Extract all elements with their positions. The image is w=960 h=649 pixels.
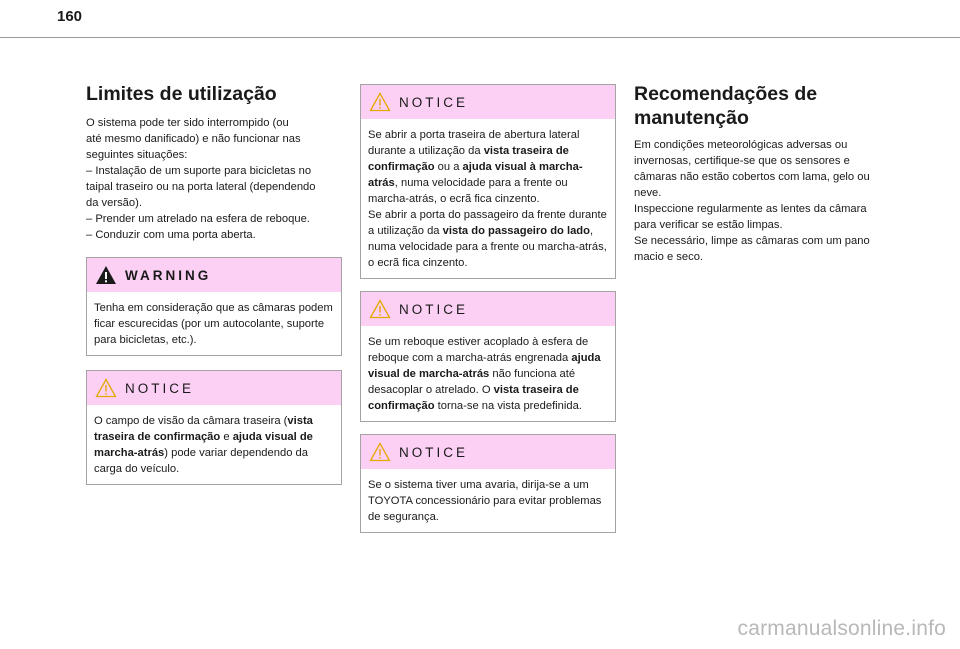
notice-label: NOTICE xyxy=(399,444,469,460)
notice-box-door xyxy=(360,84,616,279)
section-title-maintenance: Recomendações de manutenção xyxy=(634,83,818,129)
notice-triangle-icon xyxy=(369,92,391,112)
notice-text-door: Se abrir a porta traseira de abertura lateral durante a utilização da vista traseira de confirmação ou a ajuda visual à marcha-atrás, numa velocidade para a frente ou marcha-atrás, o ecrã fica cinzento. Se abrir a porta do passageiro da frente durante a utilização da vista do passageiro do lado, numa velocidade para a frente ou marcha-atrás, o ecrã fica cinzento. xyxy=(368,129,607,269)
usage-limits-text: O sistema pode ter sido interrompido (ou até mesmo danificado) e não funcionar nas seguintes situações: – Instalação de um suporte para bicicletas no taipal traseiro ou na porta lateral (dependendo da versão). – Prender um atrelado na esfera de reboque. – Conduzir com uma porta aberta. xyxy=(86,117,316,241)
notice-header xyxy=(361,292,615,326)
column-usage-limits xyxy=(86,82,342,497)
header-divider xyxy=(0,37,960,38)
notice-box-trailer xyxy=(360,291,616,422)
notice-text-malfunction: Se o sistema tiver uma avaria, dirija-se a um TOYOTA concessionário para evitar problemas de segurança. xyxy=(368,479,602,523)
notice-triangle-icon xyxy=(369,442,391,462)
notice-box xyxy=(86,370,342,485)
notice-text: O campo de visão da câmara traseira (vista traseira de confirmação e ajuda visual de marcha-atrás) pode variar dependendo da carga do veículo. xyxy=(94,415,313,475)
warning-triangle-icon xyxy=(95,265,117,285)
notice-text-trailer: Se um reboque estiver acoplado à esfera de reboque com a marcha-atrás engrenada ajuda visual de marcha-atrás não funciona até desacoplar o atrelado. O vista traseira de confirmação torna-se na vista predefinida. xyxy=(368,336,601,412)
maintenance-text: Em condições meteorológicas adversas ou invernosas, certifique-se que os sensores e câmaras não estão cobertos com lama, gelo ou neve. Inspeccione regularmente as lentes da câmara para verificar se estão limpas. Se necessário, limpe as câmaras com um pano macio e seco. xyxy=(634,139,870,263)
warning-label: WARNING xyxy=(125,267,212,283)
column-maintenance xyxy=(634,82,890,265)
notice-header xyxy=(361,85,615,119)
warning-box xyxy=(86,257,342,356)
notice-label: NOTICE xyxy=(399,301,469,317)
warning-header xyxy=(87,258,341,292)
notice-triangle-icon xyxy=(369,299,391,319)
notice-header xyxy=(87,371,341,405)
notice-triangle-icon xyxy=(95,378,117,398)
warning-text: Tenha em consideração que as câmaras podem ficar escurecidas (por um autocolante, suporte para bicicletas, etc.). xyxy=(94,302,333,346)
watermark: carmanualsonline.info xyxy=(737,617,946,640)
notice-header xyxy=(361,435,615,469)
page-number: 160 xyxy=(57,8,83,25)
notice-box-malfunction xyxy=(360,434,616,533)
column-notices xyxy=(360,84,616,545)
notice-label: NOTICE xyxy=(125,380,195,396)
section-title-usage-limits: Limites de utilização xyxy=(86,83,277,105)
notice-label: NOTICE xyxy=(399,94,469,110)
